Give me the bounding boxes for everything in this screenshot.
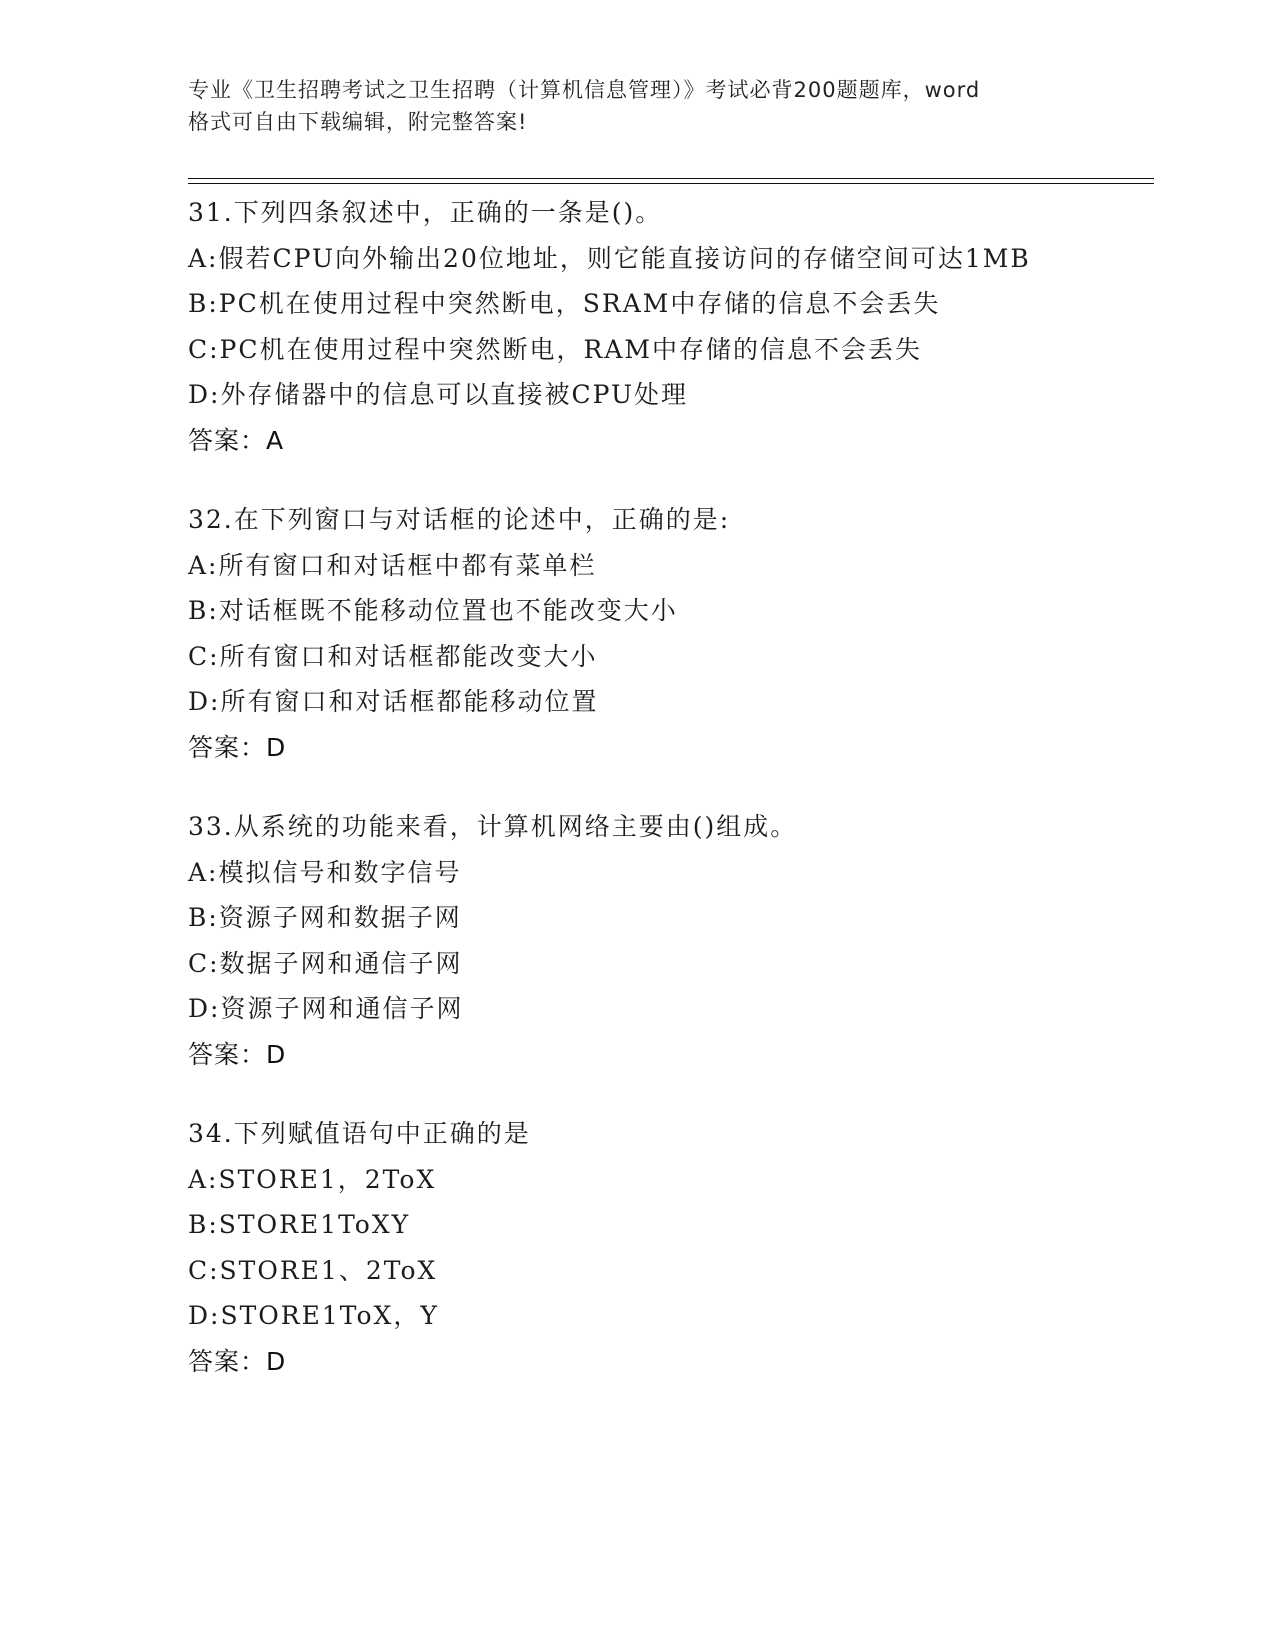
question-stem: 32.在下列窗口与对话框的论述中，正确的是: <box>188 505 731 534</box>
option-b: B:PC机在使用过程中突然断电，SRAM中存储的信息不会丢失 <box>188 289 941 318</box>
option-c: C:PC机在使用过程中突然断电，RAM中存储的信息不会丢失 <box>188 334 922 364</box>
answer-text: 答案：D <box>188 1039 287 1069</box>
question-stem: 33.从系统的功能来看，计算机网络主要由()组成。 <box>188 812 798 841</box>
question-stem: 34.下列赋值语句中正确的是 <box>188 1119 531 1148</box>
option-b: B:资源子网和数据子网 <box>188 903 462 932</box>
option-d: D:所有窗口和对话框都能移动位置 <box>188 687 599 716</box>
header-divider-bottom <box>188 183 1154 184</box>
option-b: B:STORE1ToXY <box>188 1210 411 1239</box>
answer-text: 答案：D <box>188 1346 287 1376</box>
question-stem: 31.下列四条叙述中，正确的一条是()。 <box>188 198 663 227</box>
header-line-1: 专业《卫生招聘考试之卫生招聘（计算机信息管理）》考试必背200题题库，word <box>188 78 981 102</box>
option-c: C:STORE1、2ToX <box>188 1255 438 1285</box>
option-d: D:STORE1ToX，Y <box>188 1301 439 1330</box>
option-d: D:外存储器中的信息可以直接被CPU处理 <box>188 380 689 409</box>
option-a: A:所有窗口和对话框中都有菜单栏 <box>188 550 597 580</box>
document-header <box>188 74 1088 138</box>
header-divider-top <box>188 178 1154 179</box>
header-line-2: 格式可自由下载编辑，附完整答案! <box>188 110 528 134</box>
question-33 <box>188 804 1148 1077</box>
answer-text: 答案：A <box>188 425 285 455</box>
question-list <box>188 190 1148 1418</box>
option-d: D:资源子网和通信子网 <box>188 994 464 1023</box>
option-c: C:数据子网和通信子网 <box>188 948 463 978</box>
option-a: A:STORE1，2ToX <box>188 1164 437 1194</box>
question-31 <box>188 190 1148 463</box>
option-c: C:所有窗口和对话框都能改变大小 <box>188 641 598 671</box>
option-b: B:对话框既不能移动位置也不能改变大小 <box>188 596 678 625</box>
question-34 <box>188 1111 1148 1384</box>
option-a: A:模拟信号和数字信号 <box>188 857 462 887</box>
answer-text: 答案：D <box>188 732 287 762</box>
option-a: A:假若CPU向外输出20位地址，则它能直接访问的存储空间可达1MB <box>188 243 1031 273</box>
question-32 <box>188 497 1148 770</box>
